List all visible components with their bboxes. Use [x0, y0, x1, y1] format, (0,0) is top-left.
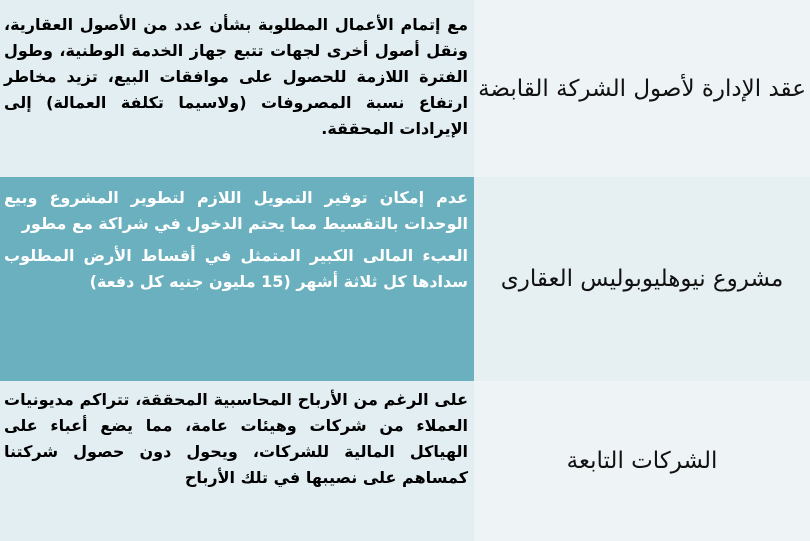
row-description-paragraph: العبء المالى الكبير المتمثل في أقساط الأرض المطلوب سدادها كل ثلاثة أشهر (15 مليون جنيه كل دفعة): [4, 246, 468, 291]
row-description: على الرغم من الأرباح المحاسبية المحققة، تتراكم مديونيات العملاء من شركات وهيئات عامة، مما يضع أعباء على الهياكل المالية للشركات، ويحول دون حصول شركتنا كمساهم على نصيبها في تلك الأرباح: [4, 390, 468, 487]
row-label-cell: [474, 0, 810, 177]
row-description: [0, 177, 474, 381]
row-label: عقد الإدارة لأصول الشركة القابضة: [478, 75, 806, 102]
row-label-cell: [474, 381, 810, 541]
row-label-cell: [474, 177, 810, 381]
table-row: [0, 381, 810, 541]
row-label: الشركات التابعة: [566, 448, 718, 474]
row-description-paragraph: عدم إمكان توفير التمويل اللازم لتطوير المشروع وبيع الوحدات بالتقسيط مما يحتم الدخول في شراكة مع مطور: [4, 188, 468, 233]
table-row: [0, 0, 810, 177]
table-row: [0, 177, 810, 381]
row-description: مع إتمام الأعمال المطلوبة بشأن عدد من الأصول العقارية، ونقل أصول أخرى لجهات تتبع جهاز الخدمة الوطنية، وطول الفترة اللازمة للحصول على موافقات البيع، تزيد مخاطر ارتفاع نسبة المصروفات (ولاسيما تكلفة العمالة) إلى الإيرادات المحققة.: [4, 15, 468, 138]
row-label: مشروع نيوهليوبوليس العقارى: [500, 266, 784, 292]
